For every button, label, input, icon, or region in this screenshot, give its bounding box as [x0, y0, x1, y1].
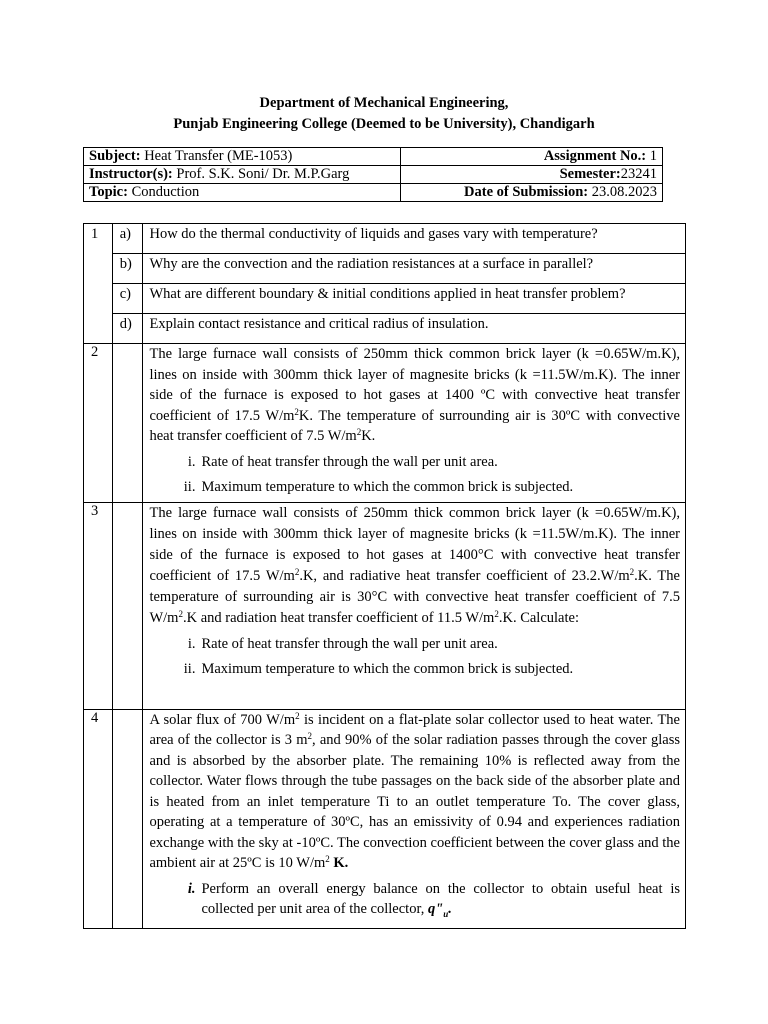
question-row-1c — [84, 284, 686, 314]
question-row-1b — [84, 254, 686, 284]
question-row-4 — [84, 709, 686, 929]
part-label-empty — [112, 344, 143, 503]
question-number: 2 — [84, 344, 113, 503]
sub-question-list — [149, 452, 680, 497]
instructor-cell — [84, 166, 401, 184]
question-row-1a — [84, 224, 686, 254]
question-row-1d — [84, 314, 686, 344]
assignment-info-table — [83, 147, 663, 202]
document-header — [0, 93, 768, 135]
topic-cell — [84, 184, 401, 202]
semester-label: Semester: — [559, 166, 621, 182]
part-text: How do the thermal conductivity of liquids and gases vary with temperature? — [143, 224, 686, 254]
college-title: Punjab Engineering College (Deemed to be University), Chandigarh — [173, 116, 595, 132]
info-row-topic — [84, 184, 663, 202]
info-row-subject — [84, 148, 663, 166]
part-label: c) — [112, 284, 143, 314]
question-paragraph: The large furnace wall consists of 250mm thick common brick layer (k =0.65W/m.K), lines on inside with 300mm thick layer of magnesite bricks (k =11.5W/m.K). The inner side of the furnace is exposed to hot gases at 1400 ºC with convective heat transfer coefficient of 17.5 $W/m^2K$. The temperature of surrounding air is 30ºC with convective heat transfer coefficient of 7.5 $W/m^2K$. — [149, 346, 680, 444]
part-label: b) — [112, 254, 143, 284]
info-row-instructor — [84, 166, 663, 184]
topic-value: Conduction — [127, 184, 200, 200]
question-text — [143, 709, 686, 929]
questions-table — [83, 223, 686, 929]
instructor-value: Prof. S.K. Soni/ Dr. M.P.Garg — [172, 166, 350, 182]
date-cell — [401, 184, 663, 202]
part-label-empty — [112, 502, 143, 709]
sub-question-list — [149, 879, 680, 924]
assignment-cell — [401, 148, 663, 166]
semester-cell — [401, 166, 663, 184]
question-paragraph: A solar flux of 700 $W/m^2$ is incident on a flat-plate solar collector used to heat water. The area of the collector is 3 $m^2$, and 90% of the solar radiation passes through the cover glass and is absorbed by the absorber plate. The remaining 10% is reflected away from the collector. Water flows through the tube passages on the back side of the absorber plate and is heated from an inlet temperature Ti to an outlet temperature To. The cover glass, operating at a temperature of 30ºC, has an emissivity of 0.94 and experiences radiation exchange with the sky at -10ºC. The convection coefficient between the cover glass and the ambient air at 25ºC is 10 $W/m^2$ K. — [149, 710, 680, 871]
question-paragraph: The large furnace wall consists of 250mm thick common brick layer (k =0.65W/m.K), lines on inside with 300mm thick layer of magnesite bricks (k =11.5W/m.K). The inner side of the furnace is exposed to hot gases at 1400°C with convective heat transfer coefficient of 17.5 $W/m^2.K$, and radiative heat transfer coefficient of $23.2.W/m^2.K$. The temperature of surrounding air is 30°C with convective heat transfer coefficient of 7.5 $W/m^2.K$ and radiation heat transfer coefficient of 11.5 $W/m^2.K$. Calculate: — [149, 504, 680, 626]
list-item: i. Rate of heat transfer through the wall per unit area. — [187, 635, 498, 652]
question-number: 3 — [84, 502, 113, 709]
subject-value: Heat Transfer (ME-1053) — [140, 148, 293, 164]
list-item: i. Perform an overall energy balance on the collector to obtain useful heat is collected per unit area of the collector, $q"_u$. — [187, 880, 680, 919]
question-text — [143, 502, 686, 709]
topic-label: Topic: — [89, 184, 128, 200]
part-text: Why are the convection and the radiation resistances at a surface in parallel? — [143, 254, 686, 284]
question-number: 1 — [84, 224, 113, 344]
assignment-label: Assignment No.: — [543, 148, 647, 164]
question-text — [143, 344, 686, 503]
sub-question-list — [149, 634, 680, 679]
date-label: Date of Submission: — [464, 184, 589, 200]
part-label-empty — [112, 709, 143, 929]
part-text: Explain contact resistance and critical radius of insulation. — [143, 314, 686, 344]
question-row-2 — [84, 344, 686, 503]
instructor-label: Instructor(s): — [89, 166, 173, 182]
date-value: 23.08.2023 — [588, 184, 657, 200]
question-row-3 — [84, 502, 686, 709]
subject-cell — [84, 148, 401, 166]
assignment-value: 1 — [646, 148, 657, 164]
semester-value: 23241 — [620, 166, 657, 182]
list-item: ii. Maximum temperature to which the common brick is subjected. — [183, 660, 574, 677]
question-number: 4 — [84, 709, 113, 929]
department-title: Department of Mechanical Engineering, — [259, 95, 509, 111]
list-item: i. Rate of heat transfer through the wall per unit area. — [187, 453, 498, 470]
subject-label: Subject: — [89, 148, 141, 164]
list-item: ii. Maximum temperature to which the common brick is subjected. — [183, 478, 574, 495]
part-text: What are different boundary & initial conditions applied in heat transfer problem? — [143, 284, 686, 314]
part-label: d) — [112, 314, 143, 344]
part-label: a) — [112, 224, 143, 254]
